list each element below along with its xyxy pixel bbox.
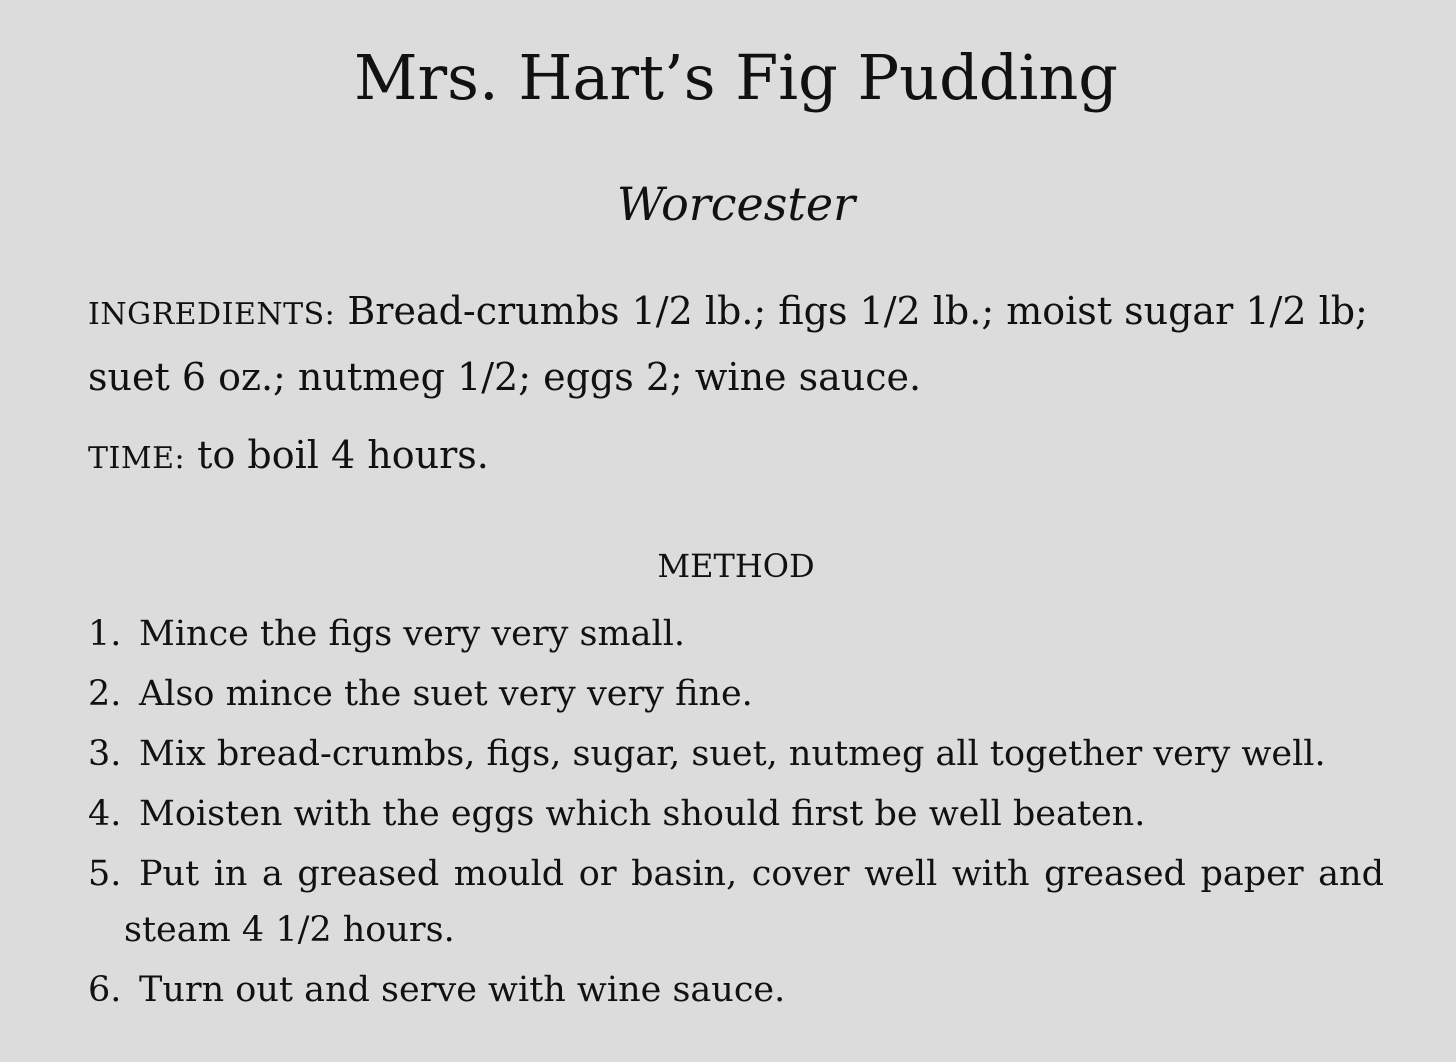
ingredients-paragraph — [88, 280, 1384, 408]
step-number: 5. — [88, 854, 122, 894]
method-step — [88, 846, 1384, 958]
ingredients-text: Bread-crumbs 1/2 lb.; figs 1/2 lb.; moist sugar 1/2 lb; suet 6 oz.; nutmeg 1/2; eggs 2; wine sauce. — [88, 289, 1368, 399]
method-heading: METHOD — [657, 547, 815, 585]
method-step — [88, 962, 1384, 1018]
recipe-title: Mrs. Hart’s Fig Pudding — [354, 41, 1118, 114]
time-text: to boil 4 hours. — [185, 433, 489, 477]
step-text: Turn out and serve with wine sauce. — [139, 970, 786, 1010]
ingredients-label: INGREDIENTS: — [88, 297, 336, 332]
method-step — [88, 786, 1384, 842]
method-steps — [88, 606, 1384, 1022]
recipe-page — [88, 0, 1384, 1062]
time-paragraph — [88, 424, 1384, 490]
step-number: 2. — [88, 674, 122, 714]
recipe-location: Worcester — [616, 177, 856, 231]
step-text: Moisten with the eggs which should first be well beaten. — [139, 794, 1146, 834]
step-text: Also mince the suet very very fine. — [139, 674, 753, 714]
step-text: Mince the figs very very small. — [139, 614, 686, 654]
method-step — [88, 666, 1384, 722]
method-step — [88, 726, 1384, 782]
step-text: Put in a greased mould or basin, cover well with greased paper and steam 4 1/2 hours. — [124, 854, 1384, 950]
step-number: 3. — [88, 734, 122, 774]
time-label: TIME: — [88, 441, 186, 476]
method-step — [88, 606, 1384, 662]
step-number: 4. — [88, 794, 122, 834]
step-number: 6. — [88, 970, 122, 1010]
step-text: Mix bread-crumbs, figs, sugar, suet, nutmeg all together very well. — [139, 734, 1326, 774]
step-number: 1. — [88, 614, 122, 654]
